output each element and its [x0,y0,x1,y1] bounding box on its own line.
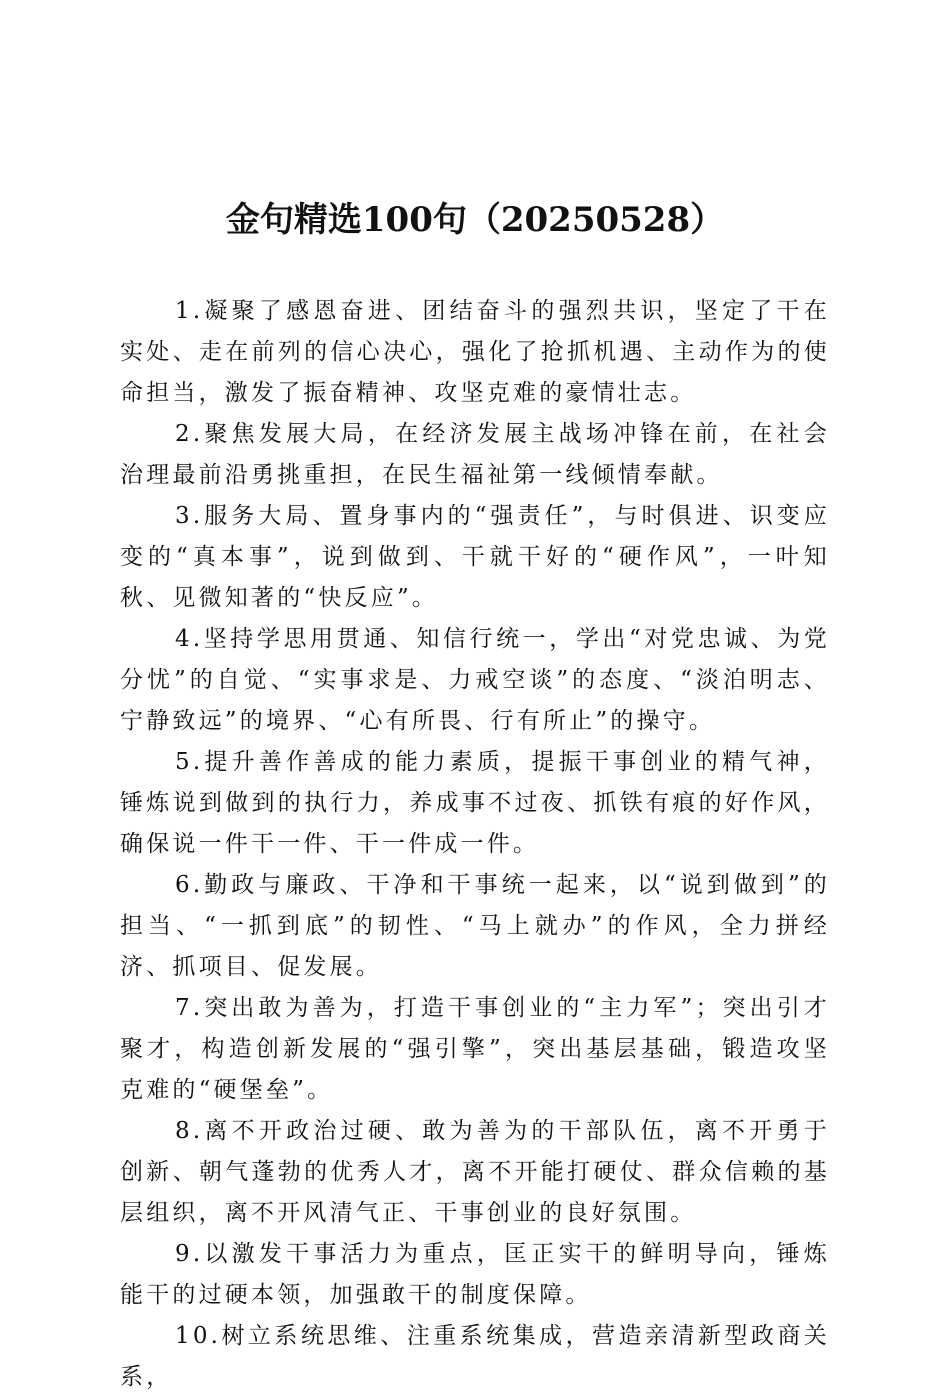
document-body [120,291,830,1398]
paragraph-10: 10.树立系统思维、注重系统集成，营造亲清新型政商关系， [120,1323,830,1390]
paragraph-2: 2.聚焦发展大局，在经济发展主战场冲锋在前，在社会治理最前沿勇挑重担，在民生福祉第一线倾情奉献。 [120,421,830,488]
paragraph-5: 5.提升善作善成的能力素质，提振干事创业的精气神，锤炼说到做到的执行力，养成事不过夜、抓铁有痕的好作风，确保说一件干一件、干一件成一件。 [120,749,830,857]
paragraph-7: 7.突出敢为善为，打造干事创业的“主力军”；突出引才聚才，构造创新发展的“强引擎”，突出基层基础，锻造攻坚克难的“硬堡垒”。 [120,995,830,1103]
paragraph-6: 6.勤政与廉政、干净和干事统一起来，以“说到做到”的担当、“一抓到底”的韧性、“马上就办”的作风，全力拼经济、抓项目、促发展。 [120,872,830,980]
paragraph-3: 3.服务大局、置身事内的“强责任”，与时俱进、识变应变的“真本事”，说到做到、干就干好的“硬作风”，一叶知秋、见微知著的“快反应”。 [120,503,830,611]
paragraph-1: 1.凝聚了感恩奋进、团结奋斗的强烈共识，坚定了干在实处、走在前列的信心决心，强化了抢抓机遇、主动作为的使命担当，激发了振奋精神、攻坚克难的豪情壮志。 [120,298,830,406]
paragraph-9: 9.以激发干事活力为重点，匡正实干的鲜明导向，锤炼能干的过硬本领，加强敢干的制度保障。 [120,1241,830,1308]
paragraph-4: 4.坚持学思用贯通、知信行统一，学出“对党忠诚、为党分忧”的自觉、“实事求是、力戒空谈”的态度、“淡泊明志、宁静致远”的境界、“心有所畏、行有所止”的操守。 [120,626,830,734]
document-title: 金句精选100句（20250528） [225,200,725,240]
paragraph-8: 8.离不开政治过硬、敢为善为的干部队伍，离不开勇于创新、朝气蓬勃的优秀人才，离不开能打硬仗、群众信赖的基层组织，离不开风清气正、干事创业的良好氛围。 [120,1118,830,1226]
